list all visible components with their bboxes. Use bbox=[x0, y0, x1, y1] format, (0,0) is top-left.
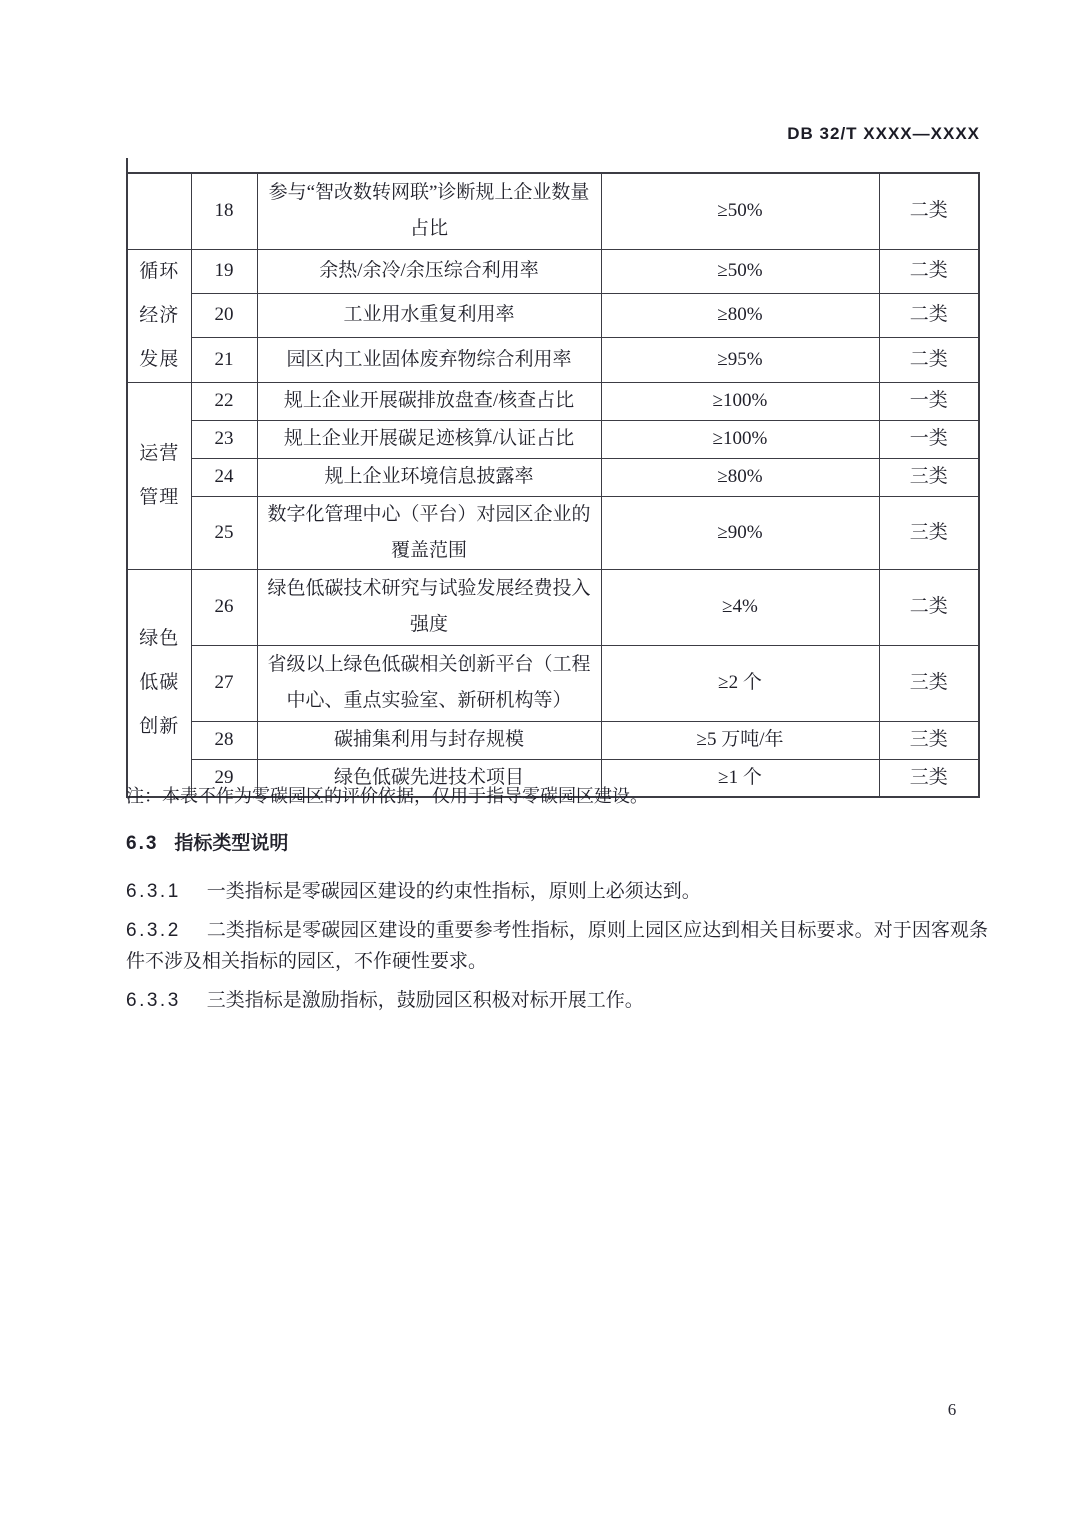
target-value: ≥2 个 bbox=[601, 645, 879, 721]
category-cell: 循环经济发展 bbox=[127, 249, 191, 382]
table-row bbox=[127, 458, 979, 496]
doc-code-header: DB 32/T XXXX—XXXX bbox=[787, 124, 980, 143]
target-value: ≥100% bbox=[601, 420, 879, 458]
row-number: 19 bbox=[191, 249, 257, 293]
indicator-name: 数字化管理中心（平台）对园区企业的覆盖范围 bbox=[257, 496, 601, 569]
row-number: 26 bbox=[191, 569, 257, 645]
table-note: 注：本表不作为零碳园区的评价依据，仅用于指导零碳园区建设。 bbox=[126, 786, 648, 806]
indicator-name: 参与“智改数转网联”诊断规上企业数量占比 bbox=[257, 173, 601, 249]
table-row bbox=[127, 496, 979, 569]
section-title: 指标类型说明 bbox=[174, 833, 289, 854]
category-cell: 绿色低碳创新 bbox=[127, 569, 191, 797]
category-cell bbox=[127, 173, 191, 249]
table-row bbox=[127, 249, 979, 293]
table-row bbox=[127, 569, 979, 645]
table-row bbox=[127, 293, 979, 337]
row-number: 29 bbox=[191, 759, 257, 797]
page-number: 6 bbox=[947, 1400, 957, 1419]
target-value: ≥4% bbox=[601, 569, 879, 645]
indicator-name: 省级以上绿色低碳相关创新平台（工程中心、重点实验室、新研机构等） bbox=[257, 645, 601, 721]
clause-6-3-2 bbox=[126, 915, 988, 977]
target-value: ≥50% bbox=[601, 173, 879, 249]
table-continuation-border bbox=[126, 158, 128, 173]
type-label: 三类 bbox=[879, 721, 979, 759]
clause-number: 6.3.2 bbox=[126, 920, 181, 941]
row-number: 25 bbox=[191, 496, 257, 569]
table-row bbox=[127, 721, 979, 759]
table-row bbox=[127, 338, 979, 382]
row-number: 18 bbox=[191, 173, 257, 249]
indicator-name: 规上企业开展碳排放盘查/核查占比 bbox=[257, 382, 601, 420]
indicator-table bbox=[126, 172, 980, 798]
row-number: 24 bbox=[191, 458, 257, 496]
target-value: ≥100% bbox=[601, 382, 879, 420]
clause-text: 三类指标是激励指标，鼓励园区积极对标开展工作。 bbox=[206, 990, 644, 1011]
type-label: 三类 bbox=[879, 496, 979, 569]
table-row bbox=[127, 173, 979, 249]
type-label: 二类 bbox=[879, 249, 979, 293]
type-label: 二类 bbox=[879, 293, 979, 337]
table-row bbox=[127, 382, 979, 420]
target-value: ≥1 个 bbox=[601, 759, 879, 797]
indicator-name: 规上企业环境信息披露率 bbox=[257, 458, 601, 496]
clause-number: 6.3.1 bbox=[126, 881, 181, 902]
section-heading bbox=[126, 828, 988, 855]
table-row bbox=[127, 645, 979, 721]
indicator-name: 绿色低碳先进技术项目 bbox=[257, 759, 601, 797]
section-6-3 bbox=[126, 828, 988, 1024]
indicator-name: 园区内工业固体废弃物综合利用率 bbox=[257, 338, 601, 382]
type-label: 三类 bbox=[879, 645, 979, 721]
type-label: 一类 bbox=[879, 420, 979, 458]
table-row bbox=[127, 420, 979, 458]
type-label: 三类 bbox=[879, 458, 979, 496]
indicator-name: 碳捕集利用与封存规模 bbox=[257, 721, 601, 759]
indicator-name: 工业用水重复利用率 bbox=[257, 293, 601, 337]
indicator-name: 余热/余冷/余压综合利用率 bbox=[257, 249, 601, 293]
type-label: 二类 bbox=[879, 338, 979, 382]
target-value: ≥95% bbox=[601, 338, 879, 382]
row-number: 20 bbox=[191, 293, 257, 337]
row-number: 27 bbox=[191, 645, 257, 721]
category-cell: 运营管理 bbox=[127, 382, 191, 569]
target-value: ≥50% bbox=[601, 249, 879, 293]
target-value: ≥5 万吨/年 bbox=[601, 721, 879, 759]
type-label: 一类 bbox=[879, 382, 979, 420]
clause-6-3-1 bbox=[126, 876, 988, 907]
type-label: 二类 bbox=[879, 569, 979, 645]
type-label: 二类 bbox=[879, 173, 979, 249]
row-number: 23 bbox=[191, 420, 257, 458]
clause-6-3-3 bbox=[126, 985, 988, 1016]
target-value: ≥80% bbox=[601, 458, 879, 496]
indicator-name: 绿色低碳技术研究与试验发展经费投入强度 bbox=[257, 569, 601, 645]
section-number: 6.3 bbox=[126, 833, 159, 854]
indicator-table-wrapper bbox=[126, 172, 980, 798]
row-number: 22 bbox=[191, 382, 257, 420]
row-number: 28 bbox=[191, 721, 257, 759]
row-number: 21 bbox=[191, 338, 257, 382]
clause-number: 6.3.3 bbox=[126, 990, 181, 1011]
clause-text: 一类指标是零碳园区建设的约束性指标，原则上必须达到。 bbox=[206, 881, 701, 902]
indicator-name: 规上企业开展碳足迹核算/认证占比 bbox=[257, 420, 601, 458]
target-value: ≥90% bbox=[601, 496, 879, 569]
target-value: ≥80% bbox=[601, 293, 879, 337]
clause-text: 二类指标是零碳园区建设的重要参考性指标，原则上园区应达到相关目标要求。对于因客观条件不涉及相关指标的园区，不作硬性要求。 bbox=[126, 920, 988, 972]
type-label: 三类 bbox=[879, 759, 979, 797]
